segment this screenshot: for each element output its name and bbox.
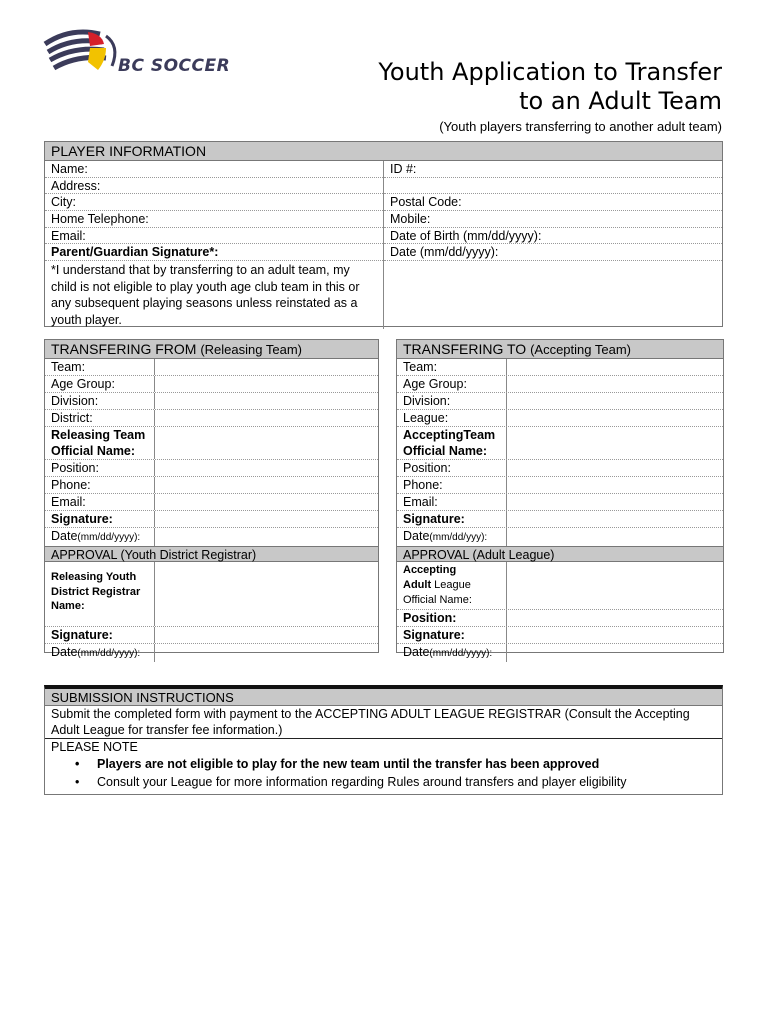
transfering-to-section xyxy=(396,339,724,659)
from-date-label xyxy=(45,528,155,546)
to-position-label: Position: xyxy=(397,460,507,476)
from-signature-input[interactable] xyxy=(155,511,378,527)
to-phone-input[interactable] xyxy=(507,477,723,493)
from-approval-heading: APPROVAL (Youth District Registrar) xyxy=(45,546,378,562)
to-date2-format: (mm/dd/yyyy): xyxy=(429,648,493,659)
to-age-group-input[interactable] xyxy=(507,376,723,392)
from-official-label-1: Releasing Team xyxy=(51,428,146,442)
from-approver-label: Releasing Youth District Registrar Name: xyxy=(45,562,155,626)
address-field-right[interactable] xyxy=(384,178,722,195)
to-approver-label-2b: League xyxy=(431,579,471,591)
to-league-input[interactable] xyxy=(507,410,723,426)
from-official-input[interactable] xyxy=(155,427,378,459)
to-age-group-label: Age Group: xyxy=(397,376,507,392)
transfering-to-subtitle: (Accepting Team) xyxy=(530,342,631,357)
page-subtitle: (Youth players transferring to another adult team) xyxy=(439,119,722,134)
to-team-label: Team: xyxy=(397,359,507,375)
to-email-input[interactable] xyxy=(507,494,723,510)
from-email-input[interactable] xyxy=(155,494,378,510)
submission-heading: SUBMISSION INSTRUCTIONS xyxy=(45,689,722,706)
from-signature-label: Signature: xyxy=(45,511,155,527)
from-division-input[interactable] xyxy=(155,393,378,409)
to-email-label: Email: xyxy=(397,494,507,510)
to-date2-label-main: Date xyxy=(403,645,430,659)
note-item xyxy=(75,773,722,791)
name-field[interactable]: Name: xyxy=(45,161,383,178)
from-position-input[interactable] xyxy=(155,460,378,476)
from-official-label-2: Official Name: xyxy=(51,444,136,458)
to-signature2-input[interactable] xyxy=(507,627,723,643)
note-list xyxy=(45,755,722,791)
from-team-label: Team: xyxy=(45,359,155,375)
to-official-label-1: AcceptingTeam xyxy=(403,428,496,442)
logo-text: BC SOCCER xyxy=(118,56,231,76)
to-signature-label: Signature: xyxy=(397,511,507,527)
note-item-text: Consult your League for more information regarding Rules around transfers and player eligibility xyxy=(97,775,627,789)
from-phone-label: Phone: xyxy=(45,477,155,493)
from-age-group-label: Age Group: xyxy=(45,376,155,392)
signature-date-field[interactable]: Date (mm/dd/yyyy): xyxy=(384,244,722,261)
transfering-to-heading xyxy=(397,340,723,359)
from-signature2-input[interactable] xyxy=(155,627,378,643)
to-position2-label: Position: xyxy=(397,610,507,626)
to-phone-label: Phone: xyxy=(397,477,507,493)
email-field[interactable]: Email: xyxy=(45,228,383,245)
to-official-input[interactable] xyxy=(507,427,723,459)
to-signature-input[interactable] xyxy=(507,511,723,527)
from-date-format: (mm/dd/yyyy): xyxy=(77,532,141,543)
postal-code-field[interactable]: Postal Code: xyxy=(384,194,722,211)
from-position-label: Position: xyxy=(45,460,155,476)
submission-text: Submit the completed form with payment to the ACCEPTING ADULT LEAGUE REGISTRAR (Consult the Accepting Adult League for transfer fee information.) xyxy=(45,706,722,739)
bullet-icon: • xyxy=(75,757,80,771)
from-phone-input[interactable] xyxy=(155,477,378,493)
transfering-from-subtitle: (Releasing Team) xyxy=(200,342,302,357)
from-approver-input[interactable] xyxy=(155,562,378,626)
to-approver-label-1: Accepting xyxy=(403,564,457,576)
to-date-label xyxy=(397,528,507,546)
to-division-label: Division: xyxy=(397,393,507,409)
to-approver-label xyxy=(397,562,507,609)
city-field[interactable]: City: xyxy=(45,194,383,211)
title-line-2: to an Adult Team xyxy=(519,87,722,115)
to-league-label: League: xyxy=(397,410,507,426)
to-position-input[interactable] xyxy=(507,460,723,476)
note-item-text: Players are not eligible to play for the new team until the transfer has been approved xyxy=(97,757,600,771)
submission-instructions-section xyxy=(44,685,723,795)
to-approver-label-3: Official Name: xyxy=(403,594,472,606)
id-field[interactable]: ID #: xyxy=(384,161,722,178)
please-note-heading: PLEASE NOTE xyxy=(51,740,138,754)
to-date2-input[interactable] xyxy=(507,644,723,662)
to-date-label-main: Date xyxy=(403,529,430,543)
to-date-input[interactable] xyxy=(507,528,723,546)
transfering-to-title: TRANSFERING TO xyxy=(403,341,527,357)
address-field[interactable]: Address: xyxy=(45,178,383,195)
page-title xyxy=(378,58,722,116)
bullet-icon: • xyxy=(75,775,80,789)
date-of-birth-field[interactable]: Date of Birth (mm/dd/yyyy): xyxy=(384,228,722,245)
from-division-label: Division: xyxy=(45,393,155,409)
to-official-label-2: Official Name: xyxy=(403,444,488,458)
player-information-heading: PLAYER INFORMATION xyxy=(45,142,722,161)
to-official-label xyxy=(397,427,507,459)
from-team-input[interactable] xyxy=(155,359,378,375)
from-district-label: District: xyxy=(45,410,155,426)
from-official-label xyxy=(45,427,155,459)
from-date-label-main: Date xyxy=(51,529,78,543)
transfering-from-heading xyxy=(45,340,378,359)
from-district-input[interactable] xyxy=(155,410,378,426)
to-division-input[interactable] xyxy=(507,393,723,409)
parent-signature-field[interactable]: Parent/Guardian Signature*: xyxy=(45,244,383,261)
from-signature2-label: Signature: xyxy=(45,627,155,643)
from-date2-input[interactable] xyxy=(155,644,378,662)
soccer-ball-icon xyxy=(40,22,130,82)
from-date-input[interactable] xyxy=(155,528,378,546)
to-signature2-label: Signature: xyxy=(397,627,507,643)
from-date2-label xyxy=(45,644,155,662)
to-date-format: (mm/dd/yyy): xyxy=(429,532,488,543)
from-age-group-input[interactable] xyxy=(155,376,378,392)
transfering-from-section xyxy=(44,339,379,659)
player-information-section xyxy=(44,141,723,327)
bc-soccer-logo xyxy=(40,22,250,92)
note-item xyxy=(75,755,722,773)
transfering-from-title: TRANSFERING FROM xyxy=(51,341,197,357)
from-date2-label-main: Date xyxy=(51,645,78,659)
to-position2-input[interactable] xyxy=(507,610,723,626)
to-approver-input[interactable] xyxy=(507,562,723,609)
to-date2-label xyxy=(397,644,507,662)
title-line-1: Youth Application to Transfer xyxy=(378,58,722,86)
home-telephone-field[interactable]: Home Telephone: xyxy=(45,211,383,228)
from-date2-format: (mm/dd/yyyy): xyxy=(77,648,141,659)
parent-consent-note: *I understand that by transferring to an adult team, my child is not eligible to play youth age club team in this or any subsequent playing seasons unless reinstated as a youth player. xyxy=(51,263,360,327)
to-approval-heading: APPROVAL (Adult League) xyxy=(397,546,723,562)
to-approver-label-2a: Adult xyxy=(403,579,432,591)
to-team-input[interactable] xyxy=(507,359,723,375)
mobile-field[interactable]: Mobile: xyxy=(384,211,722,228)
from-email-label: Email: xyxy=(45,494,155,510)
